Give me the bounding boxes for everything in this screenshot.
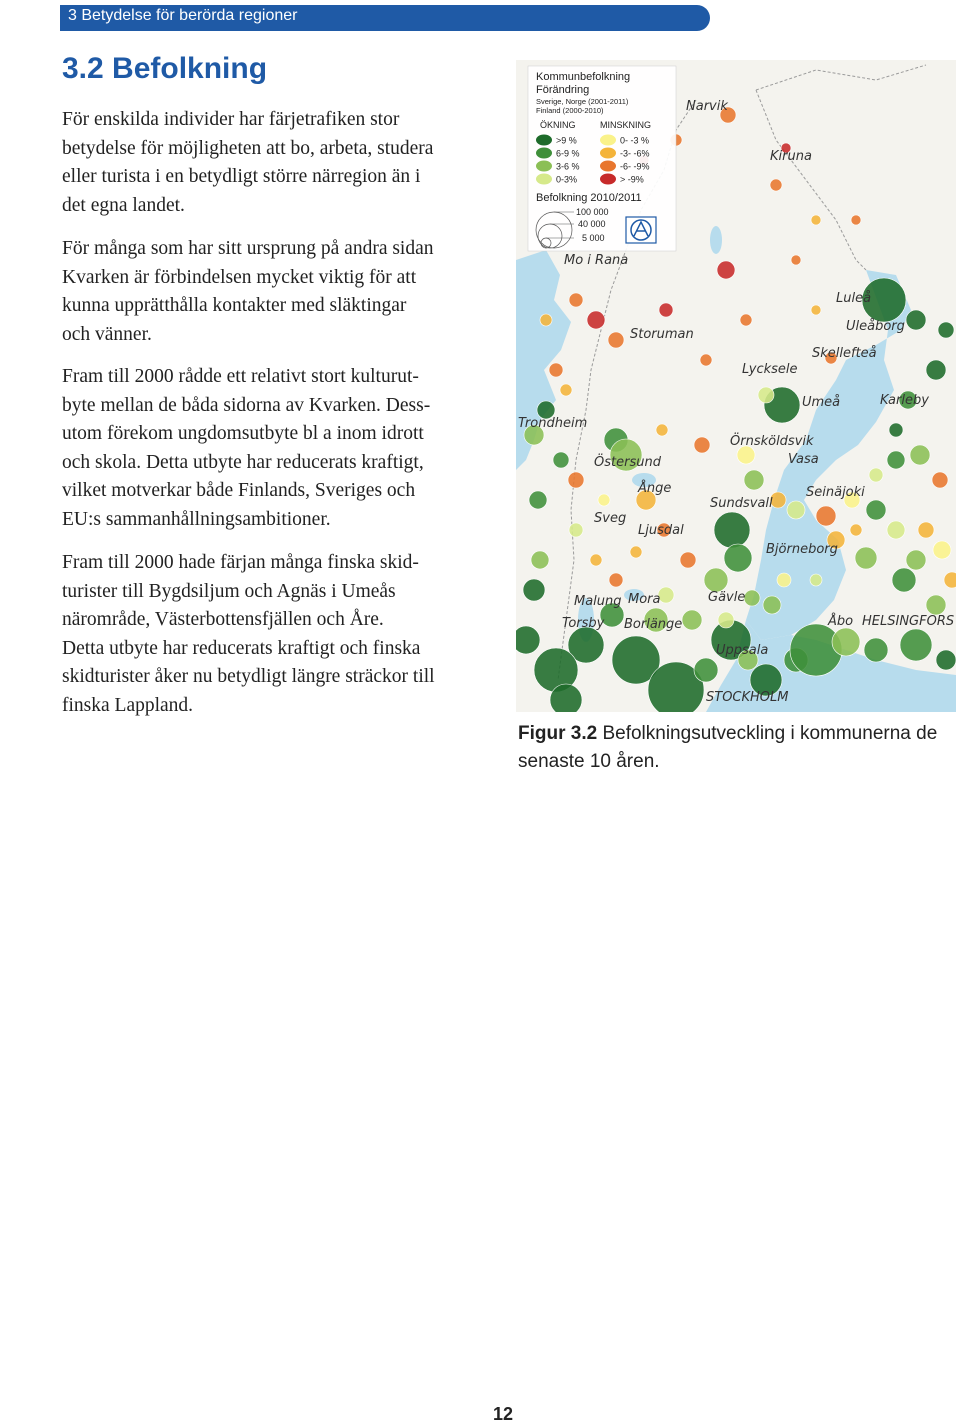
municipality-dot xyxy=(936,650,956,670)
place-label: Skellefteå xyxy=(812,346,877,361)
legend-title-1: Kommunbefolkning xyxy=(536,71,631,83)
municipality-dot xyxy=(892,568,916,592)
legend-decrease-swatch xyxy=(600,148,616,159)
municipality-dot xyxy=(791,255,801,265)
place-label: Umeå xyxy=(802,395,841,410)
page-number: 12 xyxy=(492,1404,514,1424)
legend-decrease-swatch xyxy=(600,135,616,146)
municipality-dot xyxy=(938,322,954,338)
figure-caption xyxy=(518,720,958,776)
legend-decrease-header: MINSKNING xyxy=(600,120,652,130)
legend-increase-swatch xyxy=(536,161,552,172)
municipality-dot xyxy=(851,215,861,225)
municipality-dot xyxy=(598,494,610,506)
place-label: Lycksele xyxy=(742,362,798,377)
legend-size-label-1: 100 000 xyxy=(576,207,609,217)
municipality-dot xyxy=(864,638,888,662)
place-label: Storuman xyxy=(630,327,694,342)
municipality-dot xyxy=(906,550,926,570)
place-label: Torsby xyxy=(562,616,605,631)
municipality-dot xyxy=(549,363,563,377)
legend-size-label-3: 5 000 xyxy=(582,233,605,243)
municipality-dot xyxy=(700,354,712,366)
figure-caption-text: Befolkningsutveckling i kommunerna de senaste 10 åren. xyxy=(518,723,938,772)
municipality-dot xyxy=(811,215,821,225)
place-label: Uleåborg xyxy=(846,319,905,334)
municipality-dot xyxy=(587,311,605,329)
municipality-dot xyxy=(609,573,623,587)
place-label: Björneborg xyxy=(766,542,838,557)
municipality-dot xyxy=(630,546,642,558)
municipality-dot xyxy=(569,523,583,537)
municipality-dot xyxy=(516,626,540,654)
transport-agency-logo xyxy=(626,217,656,243)
municipality-dot xyxy=(656,424,668,436)
legend-increase-swatch xyxy=(536,135,552,146)
municipality-dot xyxy=(704,568,728,592)
municipality-dot xyxy=(550,684,582,712)
paragraph-1: För enskilda individer har färjetrafiken stor betydelse för möjligheten att bo, arbeta, studera eller turista i en betydligt större närregion än i det egna landet. xyxy=(62,109,434,216)
place-label: Mo i Rana xyxy=(564,253,629,268)
municipality-dot xyxy=(694,437,710,453)
section-title: 3.2 Befolkning xyxy=(62,52,268,85)
place-label: Malung xyxy=(574,594,622,609)
legend-size-title: Befolkning 2010/2011 xyxy=(536,192,642,204)
municipality-dot xyxy=(560,384,572,396)
place-label: Trondheim xyxy=(518,416,588,431)
legend-increase-label: 0-3% xyxy=(556,174,578,185)
municipality-dot xyxy=(523,579,545,601)
population-map xyxy=(516,60,956,712)
municipality-dot xyxy=(718,612,734,628)
municipality-dot xyxy=(553,452,569,468)
figure-label: Figur 3.2 xyxy=(518,723,598,744)
legend-subtitle-1: Sverige, Norge (2001-2011) xyxy=(536,97,629,106)
legend-increase-swatch xyxy=(536,148,552,159)
legend-increase-label: >9 % xyxy=(556,135,577,146)
municipality-dot xyxy=(855,547,877,569)
place-label: Kiruna xyxy=(770,149,812,164)
municipality-dot xyxy=(569,293,583,307)
paragraph-4: Fram till 2000 hade färjan många finska skid- turister till Bygdsiljum och Agnäs i Umeås närområde, Västerbottensfjällen och Åre. Detta utbyte har reducerats kraftigt och finska skidturister åker nu betydligt längre sträckor till finska Lappland. xyxy=(62,552,435,716)
place-label: Uppsala xyxy=(716,643,769,658)
place-label: Sveg xyxy=(594,511,627,526)
municipality-dot xyxy=(887,521,905,539)
municipality-dot xyxy=(740,314,752,326)
municipality-dot xyxy=(680,552,696,568)
municipality-dot xyxy=(694,658,718,682)
municipality-dot xyxy=(810,574,822,586)
municipality-dot xyxy=(850,524,862,536)
municipality-dot xyxy=(933,541,951,559)
municipality-dot xyxy=(787,501,805,519)
municipality-dot xyxy=(540,314,552,326)
municipality-dot xyxy=(918,522,934,538)
legend-decrease-label: 0- -3 % xyxy=(620,135,650,146)
municipality-dot xyxy=(763,596,781,614)
place-label: Örnsköldsvik xyxy=(730,434,814,449)
chapter-header: 3 Betydelse för berörda regioner xyxy=(68,7,298,24)
municipality-dot xyxy=(590,554,602,566)
municipality-dot xyxy=(906,310,926,330)
municipality-dot xyxy=(866,500,886,520)
place-label: Östersund xyxy=(594,455,661,470)
map-legend xyxy=(528,66,676,251)
place-label: Borlänge xyxy=(624,617,683,632)
place-label: Mora xyxy=(628,592,661,607)
municipality-dot xyxy=(608,332,624,348)
municipality-dot xyxy=(682,610,702,630)
municipality-dot xyxy=(887,451,905,469)
paragraph-2: För många som har sitt ursprung på andra sidan Kvarken är förbindelsen mycket viktig för att kunna upprätthålla kontakter med släktingar och vänner. xyxy=(62,238,434,345)
place-label: Åbo xyxy=(828,614,854,629)
municipality-dot xyxy=(758,387,774,403)
municipality-dot xyxy=(770,179,782,191)
municipality-dot xyxy=(926,595,946,615)
legend-decrease-swatch xyxy=(600,174,616,185)
legend-increase-header: ÖKNING xyxy=(540,120,576,130)
place-label: Gävle xyxy=(708,590,746,605)
place-label: HELSINGFORS xyxy=(862,614,955,629)
municipality-dot xyxy=(744,590,760,606)
municipality-dot xyxy=(900,629,932,661)
paragraph-3: Fram till 2000 rådde ett relativt stort kulturut- byte mellan de båda sidorna av Kvarken. Dess- utom förekom ungdomsutbyte bl a inom idrott och skola. Detta utbyte har reducerats kraftigt, vilket motverkar både Finlands, Sveriges och EU:s sammanhållningsambitioner. xyxy=(62,366,431,530)
legend-subtitle-2: Finland (2000-2010) xyxy=(536,106,604,115)
place-label: Narvik xyxy=(686,99,728,114)
legend-decrease-label: -6- -9% xyxy=(620,161,650,172)
municipality-dot xyxy=(777,573,791,587)
place-label: Luleå xyxy=(836,291,872,306)
legend-size-label-2: 40 000 xyxy=(578,219,606,229)
municipality-dot xyxy=(529,491,547,509)
legend-increase-label: 6-9 % xyxy=(556,148,580,159)
municipality-dot xyxy=(568,472,584,488)
legend-decrease-label: > -9% xyxy=(620,174,644,185)
legend-title-2: Förändring xyxy=(536,84,590,96)
municipality-dot xyxy=(889,423,903,437)
municipality-dot xyxy=(926,360,946,380)
municipality-dot xyxy=(832,628,860,656)
municipality-dot xyxy=(932,472,948,488)
municipality-dot xyxy=(811,305,821,315)
legend-decrease-label: -3- -6% xyxy=(620,148,650,159)
municipality-dot xyxy=(910,445,930,465)
municipality-dot xyxy=(724,544,752,572)
municipality-dot xyxy=(717,261,735,279)
municipality-dot xyxy=(531,551,549,569)
municipality-dot xyxy=(659,303,673,317)
legend-increase-label: 3-6 % xyxy=(556,161,580,172)
place-label: Ånge xyxy=(638,481,672,496)
place-label: Karleby xyxy=(880,393,929,408)
municipality-dot xyxy=(816,506,836,526)
place-label: Ljusdal xyxy=(638,523,684,538)
legend-increase-swatch xyxy=(536,174,552,185)
municipality-dot xyxy=(744,470,764,490)
place-label: STOCKHOLM xyxy=(706,690,789,705)
place-label: Vasa xyxy=(788,452,819,467)
map-lake xyxy=(710,226,722,254)
place-label: Seinäjoki xyxy=(806,485,865,500)
place-label: Sundsvall xyxy=(710,496,773,511)
municipality-dot xyxy=(869,468,883,482)
legend-decrease-swatch xyxy=(600,161,616,172)
municipality-dot xyxy=(714,512,750,548)
